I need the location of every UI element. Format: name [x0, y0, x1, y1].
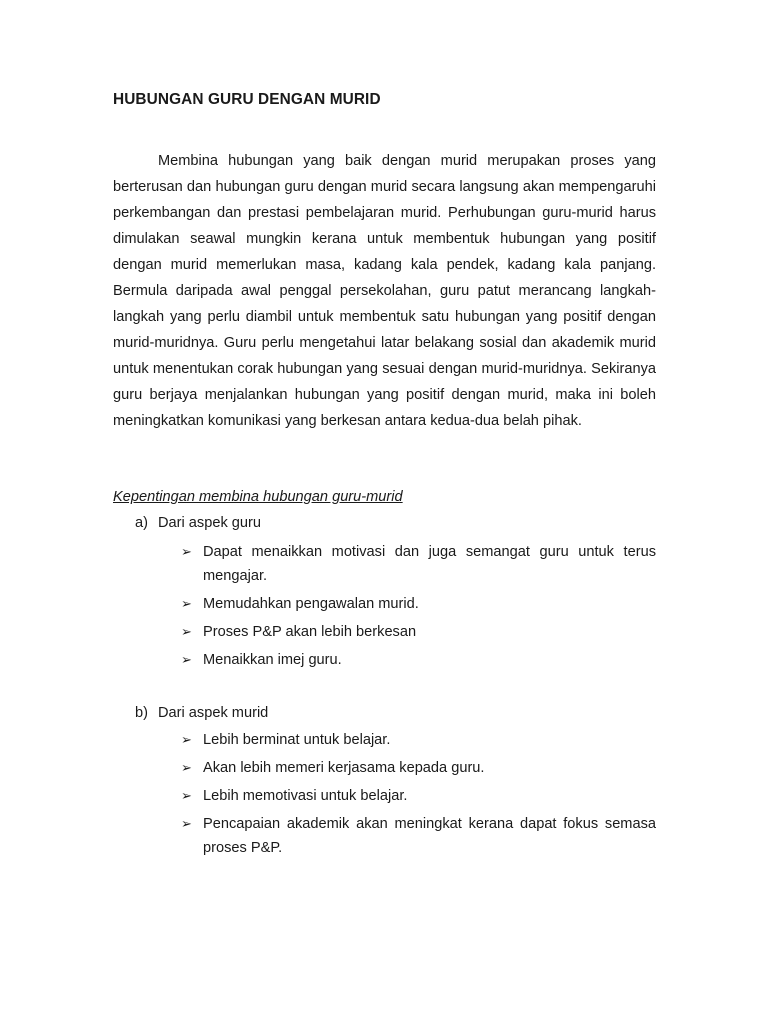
- list-item: ➢ Lebih memotivasi untuk belajar.: [181, 784, 656, 808]
- arrow-bullet-icon: ➢: [181, 816, 192, 831]
- list-item: ➢ Memudahkan pengawalan murid.: [181, 592, 656, 616]
- arrow-bullet-icon: ➢: [181, 732, 192, 747]
- subsection-a-heading: [135, 512, 261, 534]
- list-item: ➢ Pencapaian akademik akan meningkat kerana dapat fokus semasa proses P&P.: [181, 812, 656, 860]
- list-item: ➢ Lebih berminat untuk belajar.: [181, 728, 656, 752]
- arrow-bullet-icon: ➢: [181, 624, 192, 639]
- subsection-b-heading: [135, 702, 268, 724]
- subsection-a-list: [181, 540, 656, 676]
- arrow-bullet-icon: ➢: [181, 760, 192, 775]
- intro-paragraph: Membina hubungan yang baik dengan murid merupakan proses yang berterusan dan hubungan guru dengan murid secara langsung akan mempengaruhi perkembangan dan prestasi pembelajaran murid. Perhubungan guru-murid harus dimulakan seawal mungkin kerana untuk membentuk hubungan yang positif dengan murid memerlukan masa, kadang kala pendek, kadang kala panjang. Bermula daripada awal penggal persekolahan, guru patut merancang langkah-langkah yang perlu diambil untuk membentuk satu hubungan yang positif dengan murid-muridnya. Guru perlu mengetahui latar belakang sosial dan akademik murid untuk menentukan corak hubungan yang sesuai dengan murid-muridnya. Sekiranya guru berjaya menjalankan hubungan yang positif dengan murid, maka ini boleh meningkatkan komunikasi yang berkesan antara kedua-dua belah pihak.: [113, 153, 656, 429]
- document-title: HUBUNGAN GURU DENGAN MURID: [113, 91, 381, 108]
- arrow-bullet-icon: ➢: [181, 652, 192, 667]
- arrow-bullet-icon: ➢: [181, 788, 192, 803]
- subsection-a-letter: a): [135, 515, 148, 531]
- arrow-bullet-icon: ➢: [181, 544, 192, 559]
- subsection-a-label: Dari aspek guru: [158, 515, 262, 531]
- list-item: ➢ Akan lebih memeri kerjasama kepada guru.: [181, 756, 656, 780]
- section-heading: Kepentingan membina hubungan guru-murid: [113, 489, 403, 505]
- list-item: ➢ Proses P&P akan lebih berkesan: [181, 620, 656, 644]
- subsection-b-label: Dari aspek murid: [158, 705, 269, 721]
- list-item: ➢ Dapat menaikkan motivasi dan juga semangat guru untuk terus mengajar.: [181, 540, 656, 588]
- list-item: ➢ Menaikkan imej guru.: [181, 648, 656, 672]
- arrow-bullet-icon: ➢: [181, 596, 192, 611]
- subsection-b-letter: b): [135, 705, 148, 721]
- subsection-b-list: [181, 728, 656, 864]
